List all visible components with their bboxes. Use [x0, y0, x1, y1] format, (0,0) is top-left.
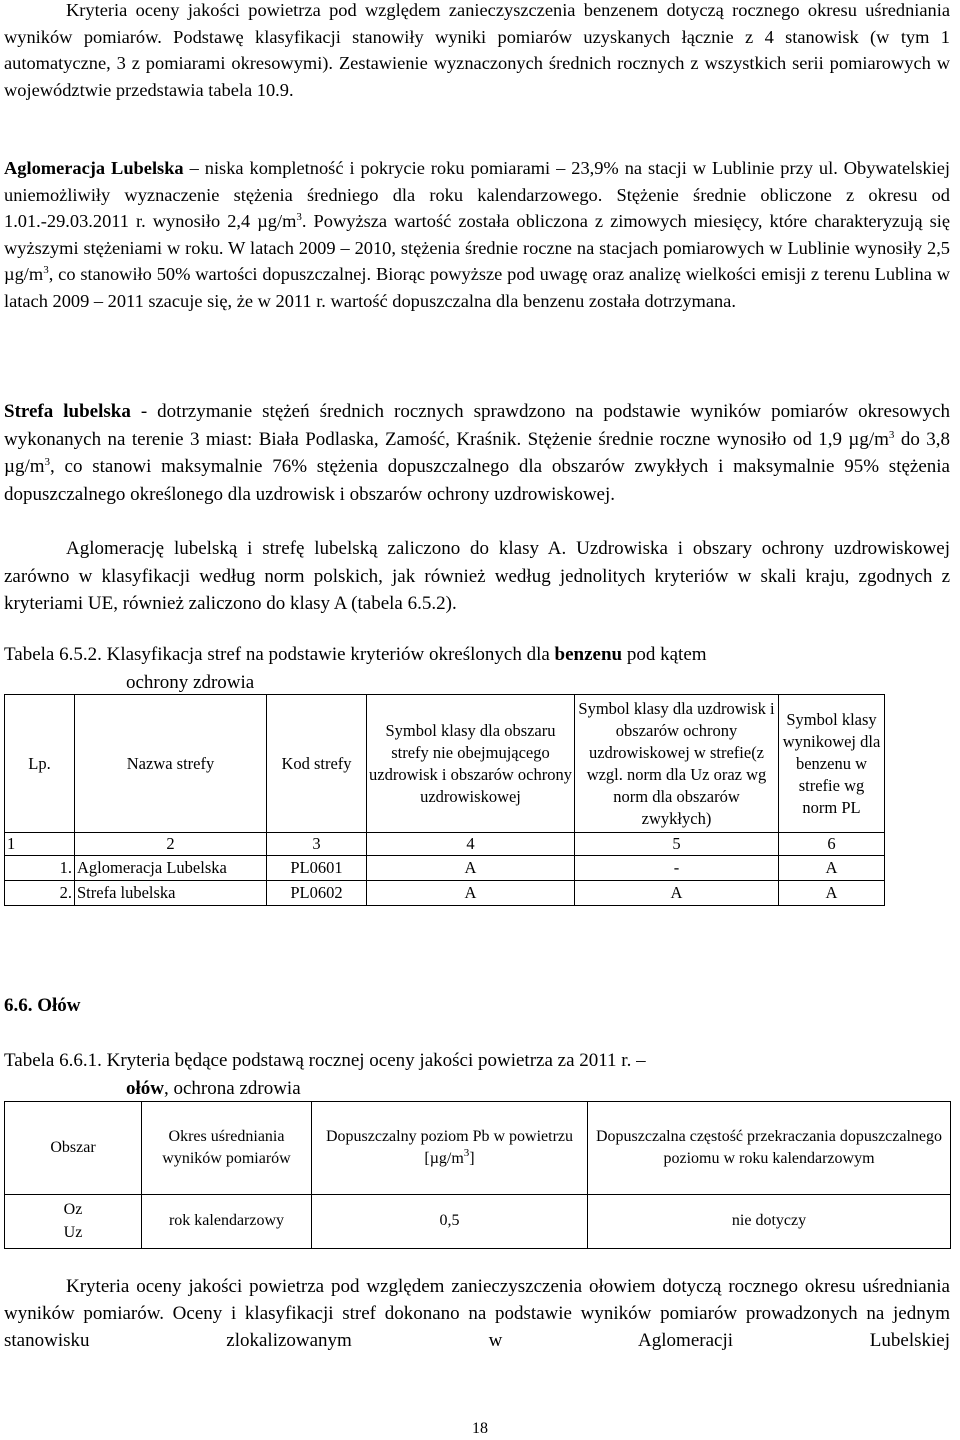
table-row — [5, 1195, 951, 1249]
aglomeracja-text-b: . Powyższa wartość została obliczona z zimowych miesięcy, które charakteryzują się wyższymi stężeniami w roku. W latach 2009 – 2010, stężenia średnie roczne na stacjach pomiarowych w Lublinie wynosiły 2,5 µg/m — [4, 211, 950, 284]
aglomeracja-lead: Aglomeracja Lubelska — [4, 158, 184, 178]
table2-caption-a: Tabela 6.6.1. Kryteria będące podstawą rocznej oceny jakości powietrza za 2011 r. – — [4, 1050, 646, 1071]
table2-cell-area-oz: Oz — [63, 1201, 83, 1218]
table2-caption-bold: ołów — [126, 1077, 164, 1099]
lead-criteria-table — [4, 1101, 951, 1249]
benzene-classification-table — [4, 694, 885, 906]
table1-cell-class-result: A — [779, 856, 885, 881]
table1-header-class-result: Symbol klasy wynikowej dla benzenu w strefie wg norm PL — [779, 695, 885, 833]
strefa-text-b: do 3,8 µg/m — [4, 428, 951, 478]
table1-cell-class-area: A — [367, 856, 575, 881]
table2-caption-b: , ochrona zdrowia — [164, 1077, 301, 1099]
paragraph-classes: Aglomerację lubelską i strefę lubelską zaliczono do klasy A. Uzdrowiska i obszary ochrony uzdrowiskowej zarówno w klasyfikacji według norm polskich, jak również według jednolitych kryteriów w skali kraju, zgodnych z kryteriami UE, również zaliczono do klasy A (tabela 6.5.2). — [4, 538, 950, 615]
table1-number-row — [5, 833, 885, 856]
table1-header-code: Kod strefy — [267, 695, 367, 833]
table1-cell-code: PL0602 — [267, 881, 367, 906]
aglomeracja-text-a: – niska kompletność i pokrycie roku pomiarami – 23,9% na stacji w Lublinie przy ul. Obywatelskiej uniemożliwiły wyznaczenie stężenia średniego dla roku kalendarzowego. Stężenie średnie obliczone z okresu od 1.01.-29.03.2011 r. wynosiło 2,4 µg/m — [4, 158, 950, 231]
table1-number-cell: 1 — [5, 833, 75, 856]
table1-caption-line2: ochrony zdrowia — [126, 671, 255, 693]
table1-number-cell: 6 — [779, 833, 885, 856]
table1-cell-lp: 1. — [5, 856, 75, 881]
table1-header-class-uz: Symbol klasy dla uzdrowisk i obszarów ochrony uzdrowiskowej w strefie(z wzgl. norm dla Uz oraz wg norm dla obszarów zwykłych) — [575, 695, 779, 833]
table2-header-level-text: Dopuszczalny poziom Pb w powietrzu [µg/m — [325, 1127, 574, 1167]
table1-cell-code: PL0601 — [267, 856, 367, 881]
paragraph-lead: Kryteria oceny jakości powietrza pod względem zanieczyszczenia ołowiem dotyczą rocznego okresu uśredniania wyników pomiarów. Oceny i klasyfikacji stref dokonano na podstawie wyników pomiarów prowadzonych na jednym stanowisku zlokalizowanym w Aglomeracji Lubelskiej — [4, 1276, 950, 1352]
table-row — [5, 881, 885, 906]
table2-header-row — [5, 1102, 951, 1195]
table1-number-cell: 2 — [75, 833, 267, 856]
table1-header-lp: Lp. — [5, 695, 75, 833]
paragraph-aglomeracja — [4, 155, 950, 314]
table2-header-level — [312, 1102, 588, 1195]
table1-caption-a: Tabela 6.5.2. Klasyfikacja stref na podstawie kryteriów określonych dla — [4, 644, 555, 665]
table1-cell-class-result: A — [779, 881, 885, 906]
table1-cell-name: Strefa lubelska — [75, 881, 267, 906]
paragraph-strefa — [4, 398, 950, 508]
table1-number-cell: 5 — [575, 833, 779, 856]
table1-header-name: Nazwa strefy — [75, 695, 267, 833]
table1-cell-class-area: A — [367, 881, 575, 906]
table1-caption-b: pod kątem — [622, 644, 707, 665]
strefa-sup-2: 3 — [44, 456, 51, 469]
table2-header-period: Okres uśredniania wyników pomiarów — [142, 1102, 312, 1195]
table2-caption — [4, 1047, 950, 1102]
table1-caption — [4, 641, 950, 696]
table2-cell-period: rok kalendarzowy — [142, 1195, 312, 1249]
aglomeracja-text-c: , co stanowiło 50% wartości dopuszczalnej. Biorąc powyższe pod uwagę oraz analizę wielkości emisji z terenu Lublina w latach 2009 – 2011 szacuje się, że w 2011 r. wartość dopuszczalna dla benzenu została dotrzymana. — [4, 264, 950, 311]
table1-header-row — [5, 695, 885, 833]
table2-cell-area-uz: Uz — [63, 1223, 83, 1241]
table2-header-freq: Dopuszczalna częstość przekraczania dopuszczalnego poziomu w roku kalendarzowym — [588, 1102, 951, 1195]
table1-caption-bold: benzenu — [554, 644, 623, 665]
section-heading: 6.6. Ołów — [4, 995, 81, 1016]
strefa-text-a: - dotrzymanie stężeń średnich rocznych sprawdzono na podstawie wyników pomiarów okresowych wykonanych na terenie 3 miast: Biała Podlaska, Zamość, Kraśnik. Stężenie średnie roczne wynosiło od 1,9 µg/m — [4, 401, 950, 450]
table2-header-level-end: ] — [469, 1150, 475, 1167]
table1-number-cell: 4 — [367, 833, 575, 856]
table1-cell-lp: 2. — [5, 881, 75, 906]
aglomeracja-sup-1: 3 — [296, 211, 302, 223]
paragraph-benzene-criteria: Kryteria oceny jakości powietrza pod względem zanieczyszczenia benzenem dotyczą rocznego okresu uśredniania wyników pomiarów. Podstawę klasyfikacji stanowiły wyniki pomiarów uzyskanych łącznie z 4 stanowisk (w tym 1 automatyczne, 3 z pomiarami okresowymi). Zestawienie wyznaczonych średnich rocznych z wszystkich serii pomiarowych w województwie przedstawia tabela 10.9. — [4, 0, 950, 100]
strefa-text-c: , co stanowi maksymalnie 76% stężenia dopuszczalnego dla obszarów zwykłych i maksymalnie 95% stężenia dopuszczalnego określonego dla uzdrowisk i obszarów ochrony uzdrowiskowej. — [4, 456, 950, 505]
table1-cell-class-uz: - — [575, 856, 779, 881]
strefa-sup-1: 3 — [888, 428, 895, 441]
table1-number-cell: 3 — [267, 833, 367, 856]
table2-header-area: Obszar — [5, 1102, 142, 1195]
table2-header-level-sup: 3 — [463, 1147, 470, 1159]
table2-cell-area — [5, 1195, 142, 1249]
table1-cell-class-uz: A — [575, 881, 779, 906]
table1-header-class-area: Symbol klasy dla obszaru strefy nie obejmującego uzdrowisk i obszarów ochrony uzdrowiskowej — [367, 695, 575, 833]
page-number: 18 — [472, 1420, 488, 1437]
aglomeracja-sup-2: 3 — [43, 264, 49, 276]
table1-cell-name: Aglomeracja Lubelska — [75, 856, 267, 881]
strefa-lead: Strefa lubelska — [4, 401, 131, 422]
table-row — [5, 856, 885, 881]
table2-cell-level: 0,5 — [312, 1195, 588, 1249]
table2-cell-freq: nie dotyczy — [588, 1195, 951, 1249]
